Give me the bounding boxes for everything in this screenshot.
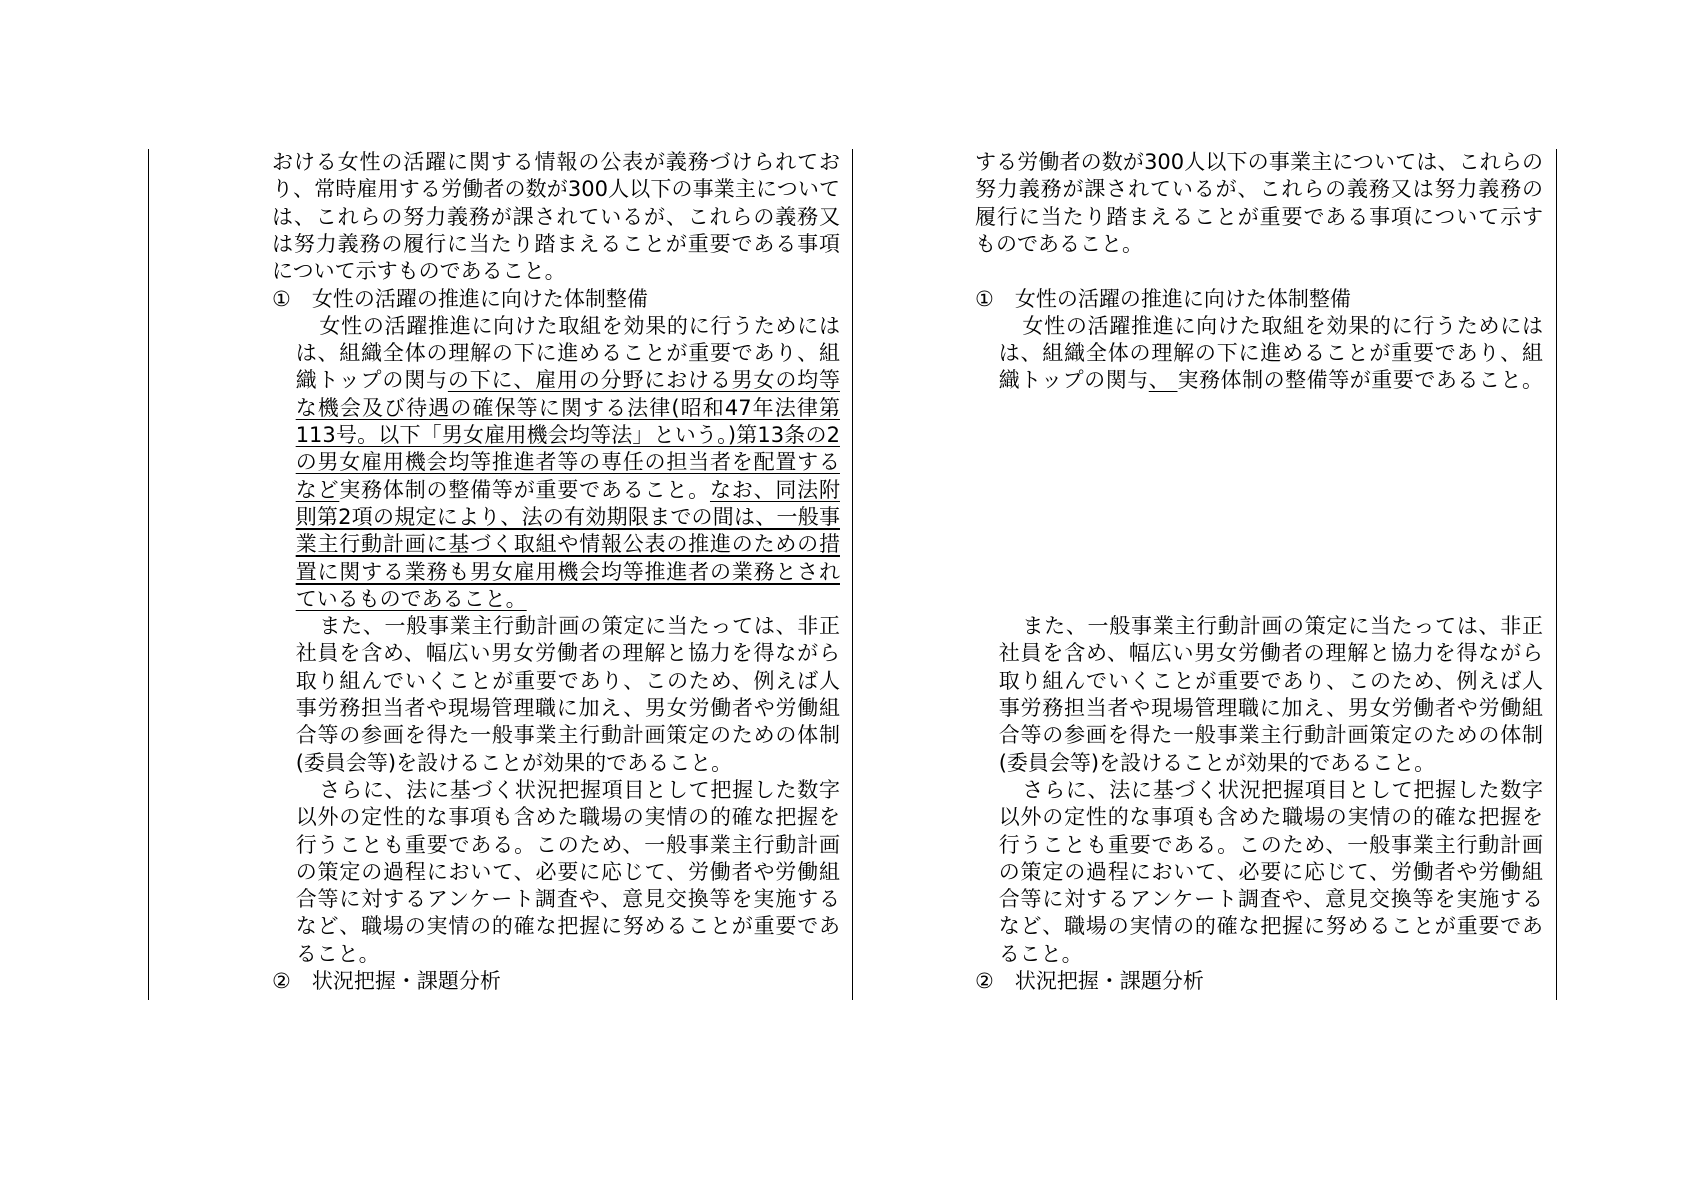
underlined-revision-text: 、 [1148, 368, 1178, 393]
underlined-revision-text: ているものであること。 [295, 586, 527, 611]
text-line [296, 859, 840, 886]
column-border-right [1556, 149, 1557, 1000]
text-segment: 努力義務が課されているが、これらの義務又は努力義務の [975, 177, 1543, 202]
text-segment: など、職場の実情の的確な把握に努めることが重要であ [998, 914, 1543, 939]
text-line [296, 941, 840, 968]
text-segment: 合等に対するアンケート調査や、意見交換等を実施する [998, 887, 1543, 912]
text-line [296, 559, 840, 586]
text-line [272, 176, 840, 203]
text-segment: 以外の定性的な事項も含めた職場の実情の的確な把握を [295, 805, 840, 830]
text-segment: 以外の定性的な事項も含めた職場の実情の的確な把握を [998, 805, 1543, 830]
text-segment: おける女性の活躍に関する情報の公表が義務づけられてお [272, 150, 840, 174]
text-line [296, 640, 840, 667]
text-segment: について示すものであること。 [272, 259, 566, 284]
text-line [296, 668, 840, 695]
text-line [296, 504, 840, 531]
text-segment: 社員を含め、幅広い男女労働者の理解と協力を得ながら [295, 641, 840, 666]
text-line [999, 722, 1543, 749]
text-line [1022, 613, 1543, 640]
text-line [296, 477, 840, 504]
underlined-revision-text: 置に関する業務も男女雇用機会均等推進者の業務とされ [295, 559, 840, 584]
text-segment: 実務体制の整備等が重要であること。 [1177, 368, 1543, 393]
text-line [999, 668, 1543, 695]
text-segment: 合等に対するアンケート調査や、意見交換等を実施する [295, 887, 840, 912]
text-line [272, 968, 840, 995]
underlined-revision-text: 113号。以下「男女雇用機会均等法」という。)第13条の2 [295, 423, 840, 447]
text-segment: は努力義務の履行に当たり踏まえることが重要である事項 [272, 231, 840, 256]
text-line [296, 531, 840, 558]
text-segment: 実務体制の整備等が重要であること。 [339, 477, 710, 502]
text-line [296, 832, 840, 859]
text-line [999, 886, 1543, 913]
text-line [975, 968, 1543, 995]
text-segment: 合等の参画を得た一般事業主行動計画策定のための体制 [295, 723, 840, 748]
text-segment: 行うことも重要である。このため、一般事業主行動計画 [295, 832, 840, 857]
text-line [296, 340, 840, 367]
text-segment: 女性の活躍推進に向けた取組を効果的に行うためには [1022, 313, 1543, 338]
text-segment: は、組織全体の理解の下に進めることが重要であり、組 [998, 341, 1543, 366]
text-line [975, 286, 1543, 313]
text-segment: 事労務担当者や現場管理職に加え、男女労働者や労働組 [295, 696, 840, 720]
text-line [999, 941, 1543, 968]
text-line [1022, 313, 1543, 340]
text-segment: また、一般事業主行動計画の策定に当たっては、非正 [1022, 614, 1543, 639]
text-segment: の策定の過程において、必要に応じて、労働者や労働組 [998, 859, 1543, 884]
text-line [999, 804, 1543, 831]
text-segment: また、一般事業主行動計画の策定に当たっては、非正 [319, 614, 840, 639]
text-line [999, 695, 1543, 722]
text-segment: り、常時雇用する労働者の数が300人以下の事業主について [272, 177, 840, 202]
underlined-revision-text: など [295, 477, 340, 502]
text-line [272, 204, 840, 231]
underlined-revision-text: の男女雇用機会均等推進者等の専任の担当者を配置する [295, 450, 840, 475]
underlined-revision-text: 業主行動計画に基づく取組や情報公表の推進のための措 [295, 532, 840, 557]
text-line [999, 913, 1543, 940]
text-line [272, 258, 840, 285]
text-segment: 女性の活躍推進に向けた取組を効果的に行うためには [319, 313, 840, 338]
text-segment: は、組織全体の理解の下に進めることが重要であり、組 [295, 341, 840, 366]
text-segment: 履行に当たり踏まえることが重要である事項について示す [975, 204, 1543, 229]
text-segment: 事労務担当者や現場管理職に加え、男女労働者や労働組 [998, 696, 1543, 720]
text-segment: ② 状況把握・課題分析 [272, 969, 501, 993]
text-segment: 行うことも重要である。このため、一般事業主行動計画 [998, 832, 1543, 857]
text-line [296, 886, 840, 913]
text-segment: ① 女性の活躍の推進に向けた体制整備 [975, 286, 1351, 311]
text-line [975, 176, 1543, 203]
text-line [999, 640, 1543, 667]
text-segment: 取り組んでいくことが重要であり、このため、例えば人 [998, 668, 1543, 693]
text-line [296, 586, 840, 613]
text-segment: ること。 [295, 941, 380, 966]
text-line [296, 804, 840, 831]
underlined-revision-text: なお、同法附 [709, 477, 840, 502]
text-line [319, 777, 840, 804]
column-border-middle [852, 149, 853, 1000]
text-line [296, 722, 840, 749]
text-segment: ① 女性の活躍の推進に向けた体制整備 [272, 286, 648, 311]
text-line [296, 695, 840, 722]
text-line [999, 832, 1543, 859]
text-segment: は、これらの努力義務が課されているが、これらの義務又 [272, 204, 840, 229]
text-line [999, 859, 1543, 886]
text-segment: など、職場の実情の的確な把握に努めることが重要であ [295, 914, 840, 939]
text-segment: ものであること。 [975, 231, 1143, 256]
text-line [296, 422, 840, 449]
text-line [319, 313, 840, 340]
text-line [296, 750, 840, 777]
text-line [975, 149, 1543, 176]
text-line [975, 231, 1543, 258]
text-segment: (委員会等)を設けることが効果的であること。 [998, 750, 1436, 775]
underlined-revision-text: 則第2項の規定により、法の有効期限までの間は、一般事 [295, 504, 840, 529]
text-segment: 織トップの関与 [998, 368, 1149, 393]
text-line [999, 750, 1543, 777]
text-segment: の策定の過程において、必要に応じて、労働者や労働組 [295, 859, 840, 884]
text-segment: (委員会等)を設けることが効果的であること。 [295, 750, 733, 775]
underlined-revision-text: な機会及び待遇の確保等に関する法律(昭和47年法律第 [295, 395, 840, 420]
text-segment: 織トップの関与 [295, 368, 448, 393]
text-segment: 社員を含め、幅広い男女労働者の理解と協力を得ながら [998, 641, 1543, 666]
text-line [296, 449, 840, 476]
text-segment: ② 状況把握・課題分析 [975, 969, 1204, 993]
text-segment: 取り組んでいくことが重要であり、このため、例えば人 [295, 668, 840, 693]
text-segment: ること。 [998, 941, 1083, 966]
text-segment: さらに、法に基づく状況把握項目として把握した数字 [319, 777, 840, 802]
text-line [999, 340, 1543, 367]
text-line [272, 286, 840, 313]
column-border-left [148, 149, 149, 1000]
text-line [296, 367, 840, 394]
underlined-revision-text: の下に、雇用の分野における男女の均等 [447, 368, 840, 393]
text-line [999, 367, 1543, 394]
text-line [975, 204, 1543, 231]
text-segment: 合等の参画を得た一般事業主行動計画策定のための体制 [998, 723, 1543, 748]
text-line [296, 395, 840, 422]
text-line [272, 149, 840, 176]
text-segment: さらに、法に基づく状況把握項目として把握した数字 [1022, 777, 1543, 802]
text-line [319, 613, 840, 640]
text-line [272, 231, 840, 258]
text-line [1022, 777, 1543, 804]
text-line [296, 913, 840, 940]
text-segment: する労働者の数が300人以下の事業主については、これらの [975, 150, 1543, 174]
